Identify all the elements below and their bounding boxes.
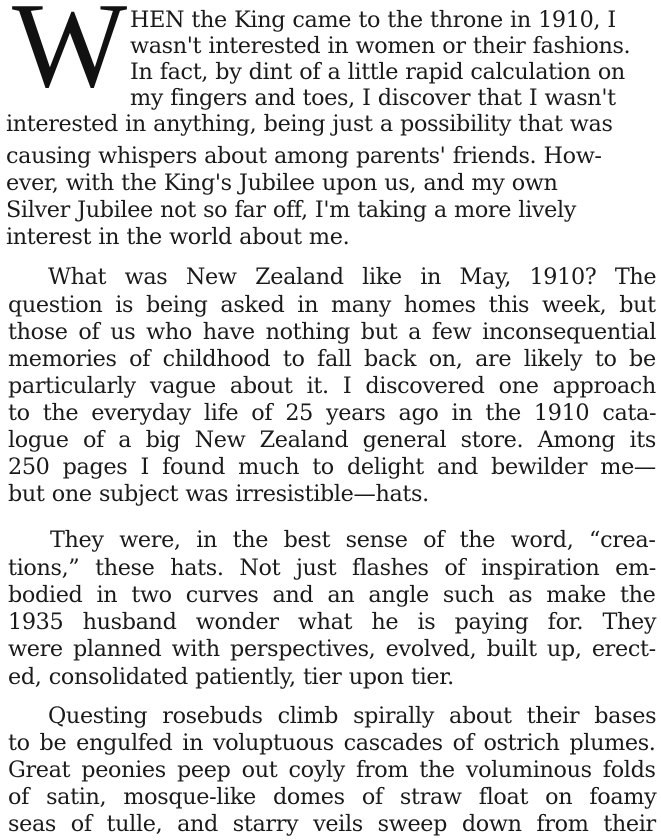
- text-line: What was New Zealand like in May, 1910? The: [48, 264, 657, 290]
- text-line: 250 pages I found much to delight and bewilder me—: [8, 454, 656, 480]
- text-line: but one subject was irresistible—hats.: [8, 481, 429, 507]
- text-line: ever, with the King's Jubilee upon us, and my own: [6, 170, 558, 196]
- text-line: logue of a big New Zealand general store. Among its: [8, 427, 656, 453]
- text-line: interest in the world about me.: [6, 224, 350, 250]
- text-line: particularly vague about it. I discovered one approach: [8, 373, 656, 399]
- text-line: causing whispers about among parents' friends. How-: [6, 143, 602, 169]
- text-line: tions,” these hats. Not just flashes of inspiration em-: [8, 555, 656, 581]
- text-line: were planned with perspectives, evolved, built up, erect-: [8, 636, 656, 662]
- text-line: In fact, by dint of a little rapid calculation on: [130, 59, 625, 85]
- text-line: bodied in two curves and an angle such as make the: [8, 582, 656, 608]
- text-line: memories of childhood to fall back on, are likely to be: [8, 346, 656, 372]
- text-line: HEN the King came to the throne in 1910, I: [130, 7, 616, 33]
- text-line: wasn't interested in women or their fashions.: [130, 33, 631, 59]
- text-line: They were, in the best sense of the word, “crea-: [50, 527, 656, 553]
- text-line: of satin, mosque-like domes of straw float on foamy: [8, 784, 657, 810]
- text-line: to be engulfed in voluptuous cascades of ostrich plumes.: [8, 730, 656, 756]
- text-line: to the everyday life of 25 years ago in the 1910 cata-: [8, 400, 657, 426]
- text-line: Great peonies peep out coyly from the voluminous folds: [8, 757, 656, 783]
- text-line: 1935 husband wonder what he is paying for. They: [8, 609, 657, 635]
- text-line: those of us who have nothing but a few inconsequential: [8, 319, 656, 345]
- text-line: question is being asked in many homes this week, but: [8, 292, 656, 318]
- text-line: ed, consolidated patiently, tier upon tier.: [8, 664, 454, 690]
- text-line: Questing rosebuds climb spirally about their bases: [48, 703, 657, 729]
- drop-cap-letter: W: [12, 0, 127, 113]
- text-line: interested in anything, being just a possibility that was: [6, 111, 613, 137]
- text-line: seas of tulle, and starry veils sweep down from their: [8, 811, 656, 837]
- text-line: my fingers and toes, I discover that I wasn't: [130, 85, 616, 111]
- text-line: Silver Jubilee not so far off, I'm taking a more lively: [6, 197, 576, 223]
